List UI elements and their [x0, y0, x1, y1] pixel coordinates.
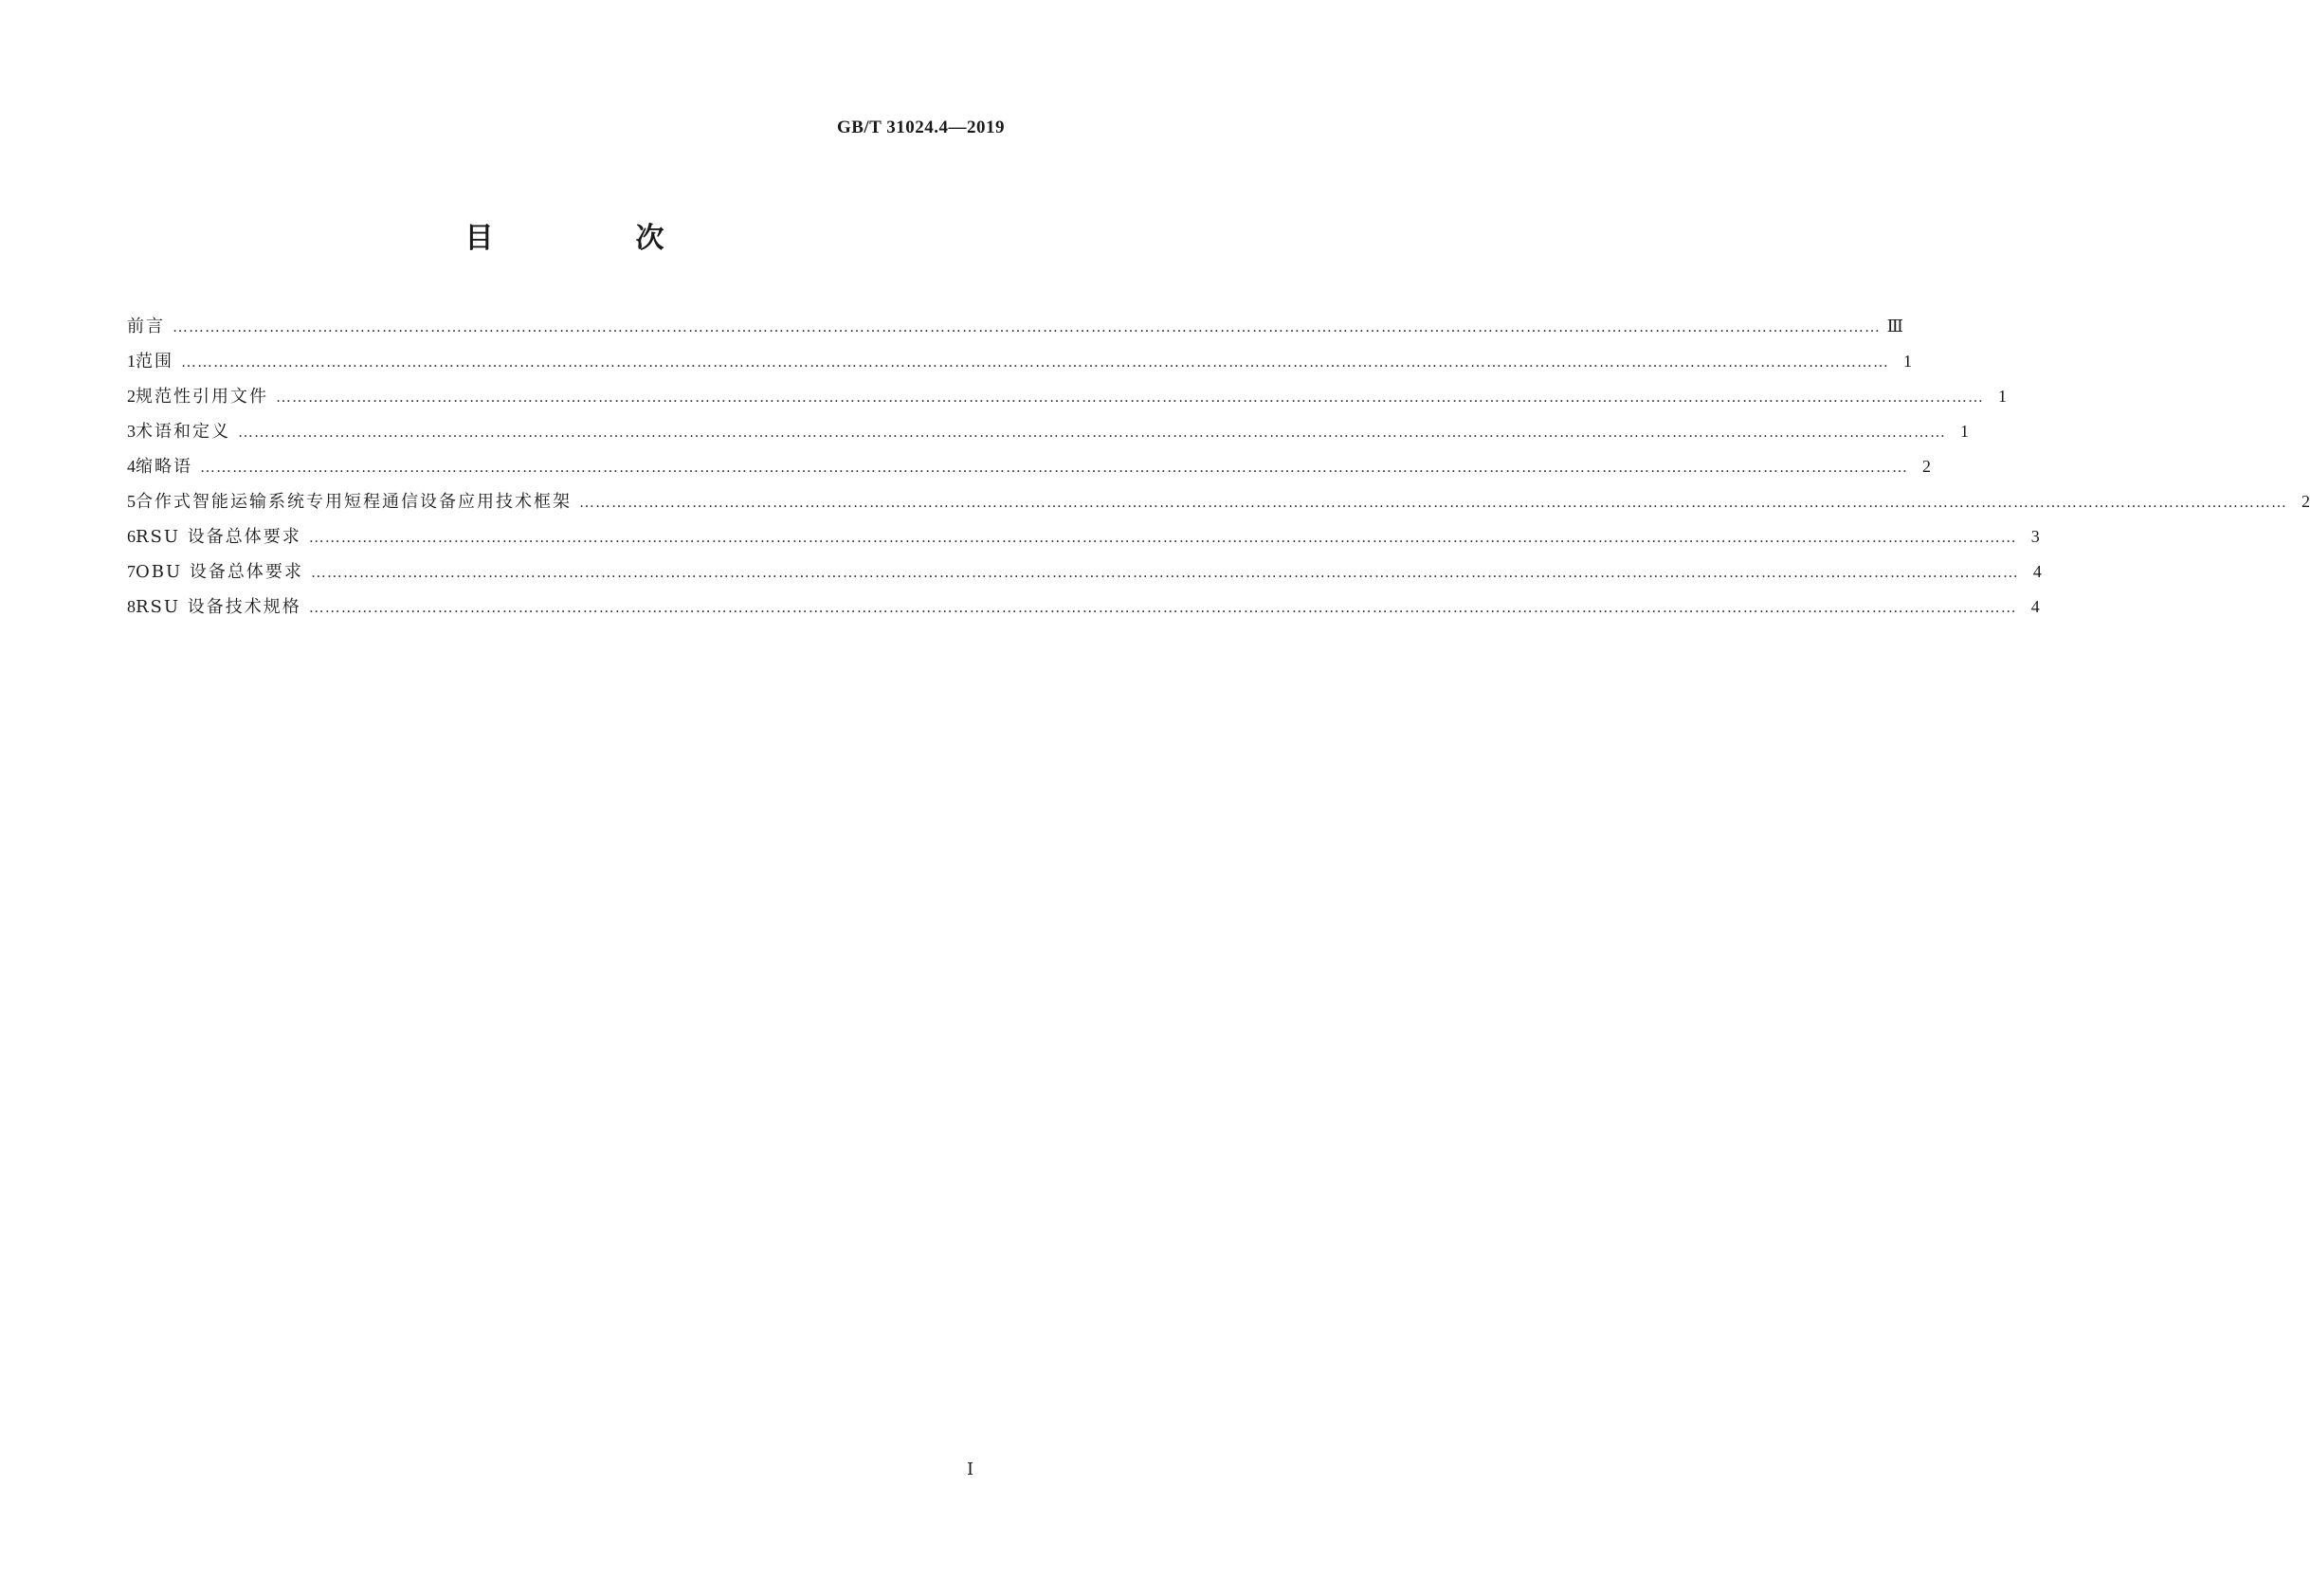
toc-entry-scope[interactable]: [127, 344, 1912, 379]
table-of-contents: [127, 309, 2310, 625]
toc-entry-page: 1: [1903, 352, 1912, 371]
toc-entry-number: 4: [127, 457, 136, 476]
toc-entry-foreword[interactable]: [127, 309, 1903, 344]
toc-leader-dots: …………………………………………………………………………………………………………………………………………………………………………………………………………………………………………………………………………………………: [181, 354, 1889, 371]
toc-leader-dots: …………………………………………………………………………………………………………………………………………………………………………………………………………………………………………………………………………………………: [308, 530, 2017, 546]
toc-entry-page: 4: [2032, 562, 2042, 581]
toc-leader-dots: …………………………………………………………………………………………………………………………………………………………………………………………………………………………………………………………………………………………: [238, 425, 1946, 441]
toc-entry-page: 1: [1960, 422, 1969, 441]
toc-leader-dots: …………………………………………………………………………………………………………………………………………………………………………………………………………………………………………………………………………………………: [308, 600, 2017, 616]
toc-entry-label: 缩略语: [136, 457, 192, 477]
toc-entry-label: 合作式智能运输系统专用短程通信设备应用技术框架: [136, 492, 572, 512]
toc-entry-number: 6: [127, 527, 136, 546]
toc-entry-number: 3: [127, 422, 136, 441]
toc-entry-rsu-specs[interactable]: [127, 589, 2040, 625]
toc-entry-page: Ⅲ: [1886, 317, 1903, 336]
toc-entry-label: 术语和定义: [136, 422, 230, 442]
toc-entry-page: 3: [2030, 527, 2040, 546]
toc-entry-number: 8: [127, 597, 136, 616]
toc-entry-label: 范围: [136, 352, 173, 372]
toc-entry-page: 4: [2030, 597, 2040, 616]
toc-entry-rsu-general[interactable]: [127, 519, 2040, 554]
toc-entry-abbreviations[interactable]: [127, 449, 1931, 484]
toc-entry-framework[interactable]: [127, 484, 2310, 519]
toc-leader-dots: …………………………………………………………………………………………………………………………………………………………………………………………………………………………………………………………………………………………: [276, 390, 1984, 406]
toc-leader-dots: …………………………………………………………………………………………………………………………………………………………………………………………………………………………………………………………………………………………: [579, 495, 2287, 511]
toc-entry-page: 2: [1922, 457, 1931, 476]
toc-entry-page: 1: [1998, 387, 2007, 406]
toc-entry-number: 1: [127, 352, 136, 371]
toc-entry-label: RSU 设备总体要求: [136, 527, 301, 547]
page-title: 目 次: [464, 222, 721, 255]
toc-leader-dots: …………………………………………………………………………………………………………………………………………………………………………………………………………………………………………………………………………………………: [200, 460, 1908, 476]
toc-entry-page: 2: [2301, 492, 2310, 511]
page-number: Ⅰ: [967, 1460, 974, 1478]
toc-entry-number: 5: [127, 492, 136, 511]
toc-entry-obu-general[interactable]: [127, 554, 2042, 589]
toc-leader-dots: …………………………………………………………………………………………………………………………………………………………………………………………………………………………………………………………………………………………: [310, 565, 2019, 581]
toc-entry-number: 7: [127, 562, 136, 581]
toc-entry-label: RSU 设备技术规格: [136, 597, 301, 617]
toc-leader-dots: …………………………………………………………………………………………………………………………………………………………………………………………………………………………………………………………………………………………: [173, 319, 1881, 336]
standard-code: GB/T 31024.4—2019: [836, 118, 1005, 137]
toc-entry-label: 规范性引用文件: [136, 387, 268, 407]
toc-entry-label: 前言: [127, 317, 165, 336]
toc-entry-normative-references[interactable]: [127, 379, 2007, 414]
toc-entry-number: 2: [127, 387, 136, 406]
toc-entry-terms-definitions[interactable]: [127, 414, 1969, 449]
toc-entry-label: OBU 设备总体要求: [136, 562, 303, 582]
